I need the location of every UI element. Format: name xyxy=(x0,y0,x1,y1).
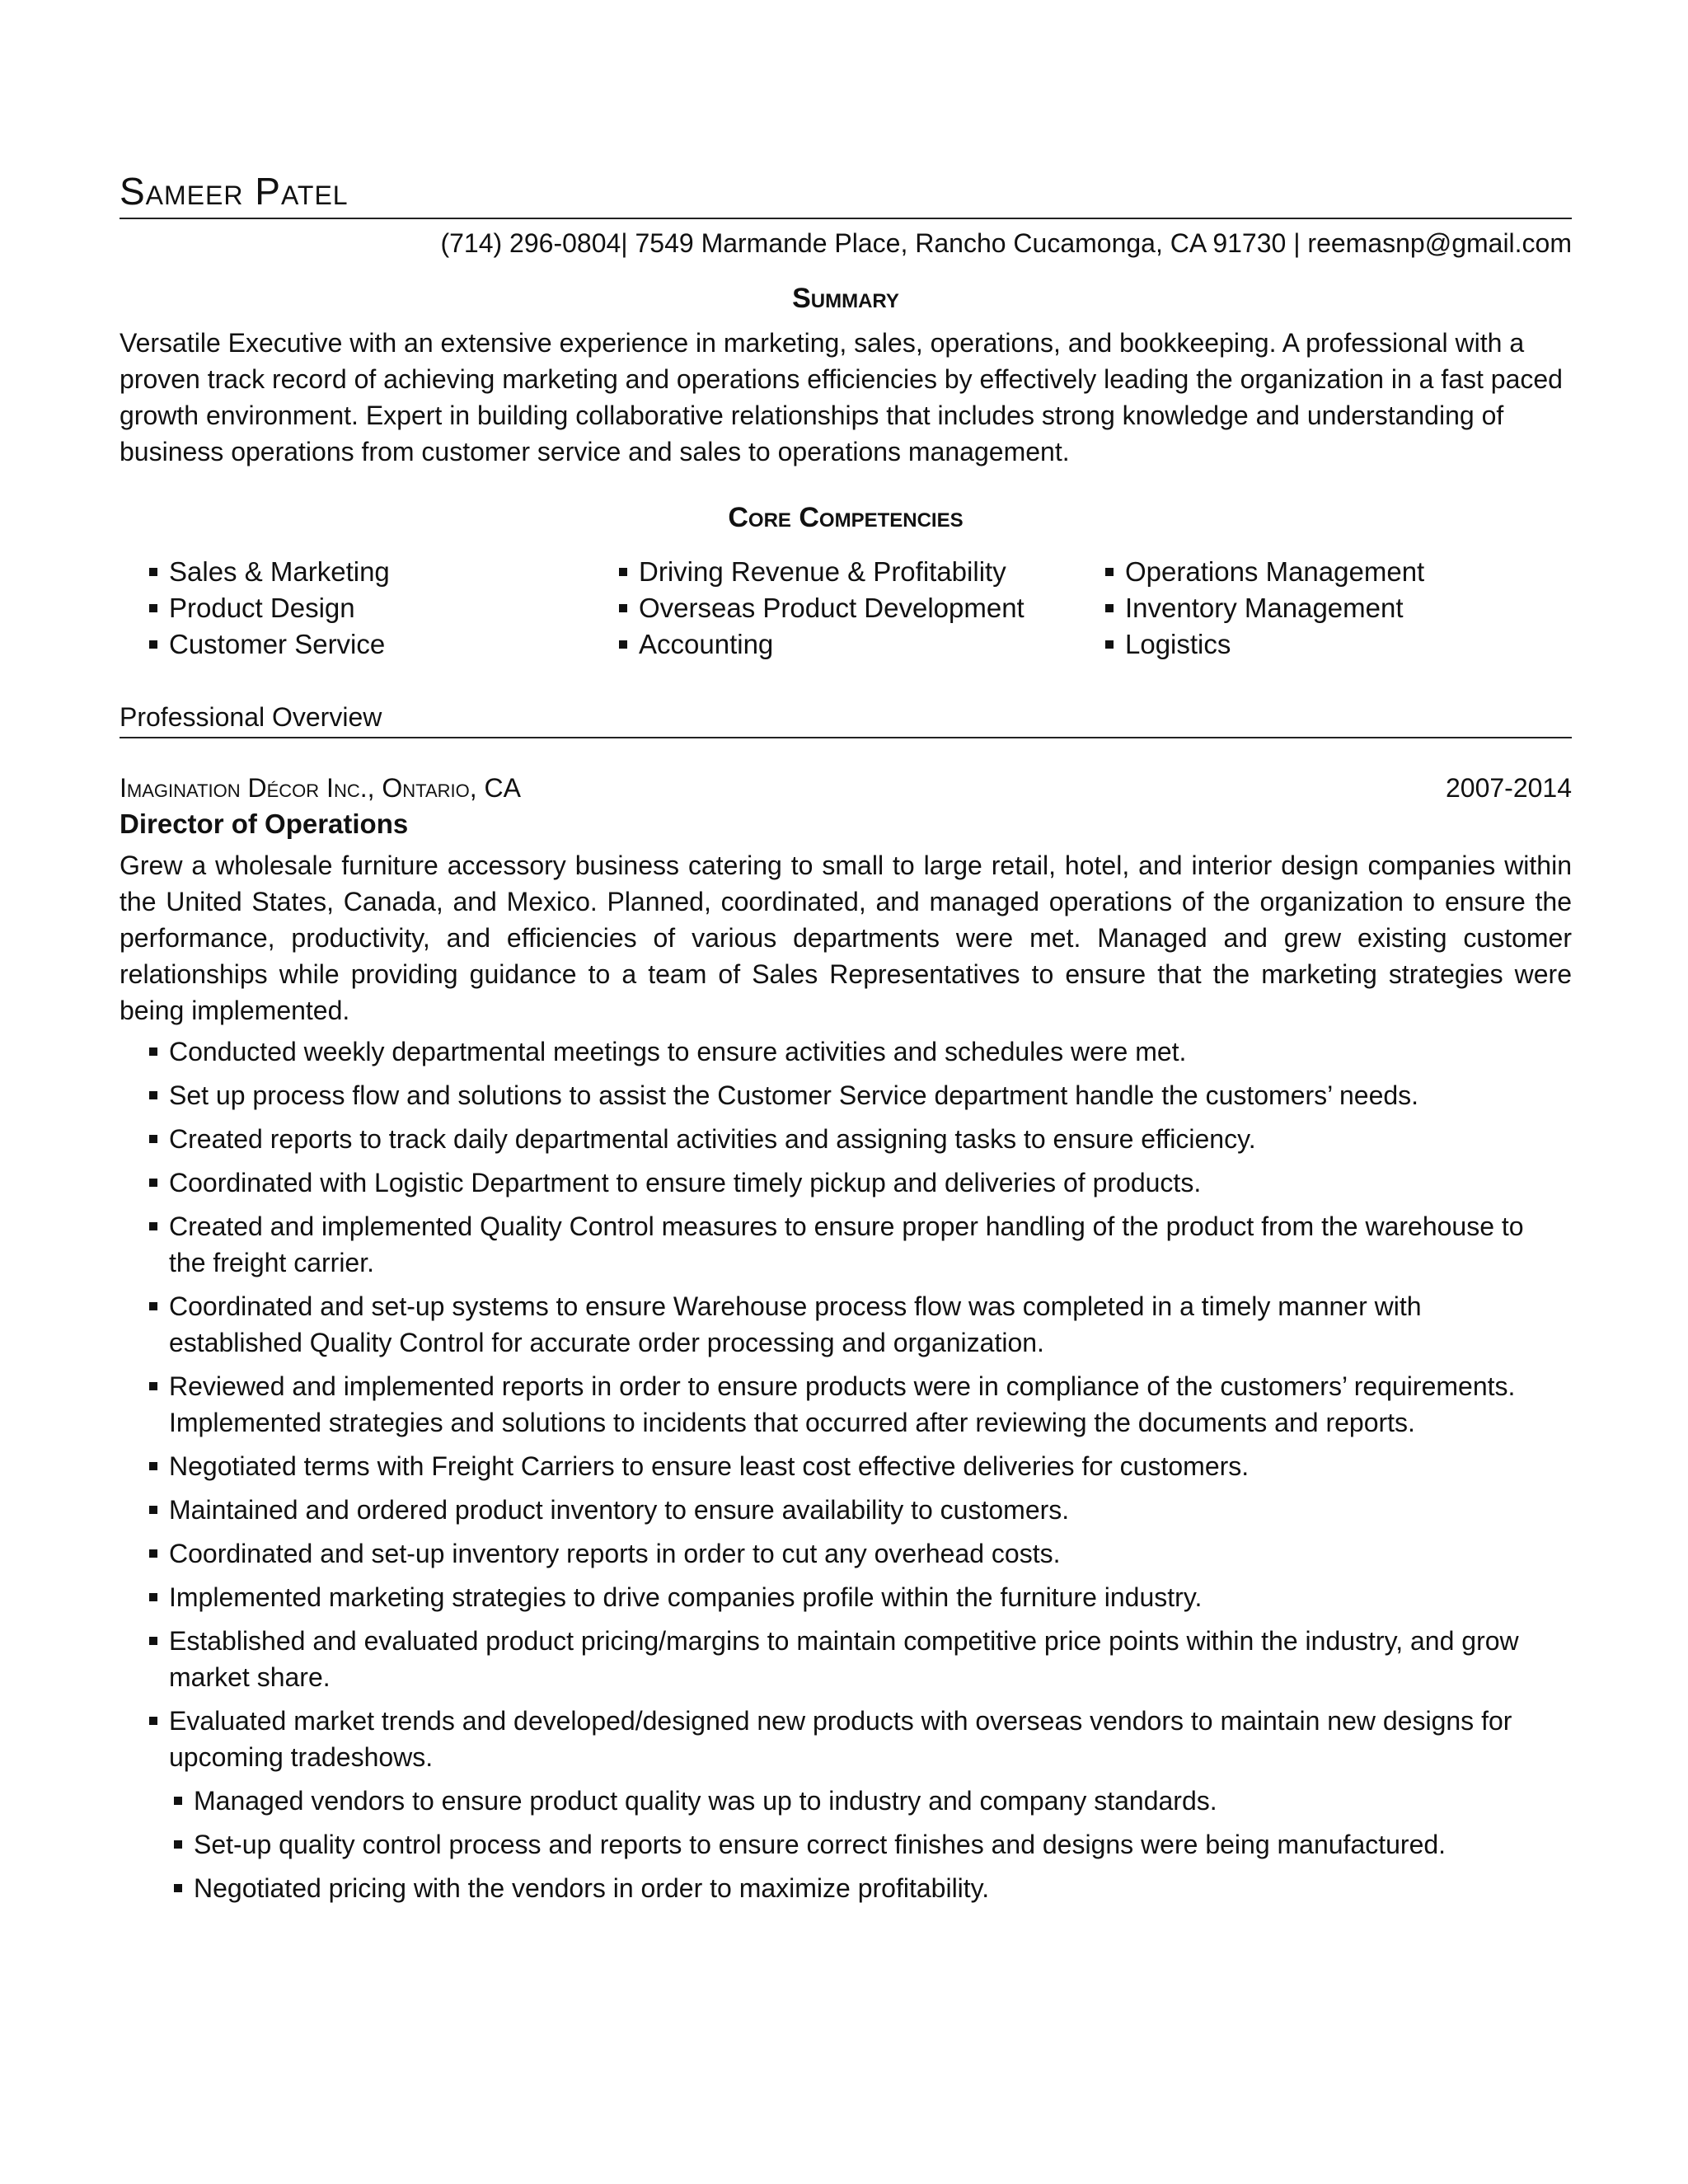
duty-item: Reviewed and implemented reports in order to ensure products were in compliance of the customers’ requirements. Implemented strategies and solutions to incidents that occurred after reviewing the documents and reports. xyxy=(120,1368,1562,1441)
duty-item: Implemented marketing strategies to drive companies profile within the furniture industry. xyxy=(120,1579,1562,1615)
duty-item: Coordinated and set-up inventory reports in order to cut any overhead costs. xyxy=(120,1535,1562,1572)
candidate-name: Sameer Patel xyxy=(120,170,349,213)
bullet-icon xyxy=(149,1135,157,1143)
duty-item: Coordinated with Logistic Department to ensure timely pickup and deliveries of products. xyxy=(120,1165,1562,1201)
bullet-icon xyxy=(149,604,157,612)
competencies-heading: Core Competencies xyxy=(728,502,964,533)
competency-item: Product Design xyxy=(149,590,619,626)
summary-text: Versatile Executive with an extensive experience in marketing, sales, operations, and bookkeeping. A professional with a proven track record of achieving marketing and operations efficiencies by effectively leading the organization in a fast paced growth environment. Expert in building collaborative relationships that includes strong knowledge and understanding of business operations from customer service and sales to operations management. xyxy=(120,328,1563,466)
competencies-column xyxy=(149,554,619,663)
bullet-icon xyxy=(149,1047,157,1056)
bullet-icon xyxy=(149,1506,157,1514)
duty-item: Negotiated terms with Freight Carriers to ensure least cost effective deliveries for customers. xyxy=(120,1448,1562,1484)
job-description: Grew a wholesale furniture accessory business catering to small to large retail, hotel, and interior design companies within the United States, Canada, and Mexico. Planned, coordinated, and managed operations of the organization to ensure the performance, productivity, and efficiencies of various departments were met. Managed and grew existing customer relationships while providing guidance to a team of Sales Representatives to ensure that the marketing strategies were being implemented. xyxy=(120,851,1572,1025)
resume-page xyxy=(120,165,1570,1914)
employer-row xyxy=(120,770,1572,806)
bullet-icon xyxy=(149,640,157,649)
employer-name: Imagination Décor Inc., Ontario, CA xyxy=(120,773,521,803)
bullet-icon xyxy=(619,568,627,576)
competencies-grid xyxy=(149,554,1570,663)
bullet-icon xyxy=(149,1222,157,1230)
duties-list xyxy=(120,1033,1570,1906)
competency-item: Driving Revenue & Profitability xyxy=(619,554,1105,590)
competency-item: Overseas Product Development xyxy=(619,590,1105,626)
bullet-icon xyxy=(149,1179,157,1187)
bullet-icon xyxy=(149,1302,157,1310)
bullet-icon xyxy=(174,1884,182,1892)
bullet-icon xyxy=(619,640,627,649)
bullet-icon xyxy=(619,604,627,612)
overview-heading: Professional Overview xyxy=(120,702,382,732)
bullet-icon xyxy=(149,1593,157,1601)
bullet-icon xyxy=(149,1462,157,1470)
bullet-icon xyxy=(149,1637,157,1645)
bullet-icon xyxy=(149,568,157,576)
sub-duty-item: Negotiated pricing with the vendors in order to maximize profitability. xyxy=(120,1870,1562,1906)
duty-item: Set up process flow and solutions to assist the Customer Service department handle the customers’ needs. xyxy=(120,1077,1562,1113)
duty-item: Established and evaluated product pricing/margins to maintain competitive price points within the industry, and grow market share. xyxy=(120,1623,1562,1695)
competency-item: Sales & Marketing xyxy=(149,554,619,590)
competency-item: Logistics xyxy=(1105,626,1567,663)
duty-item: Coordinated and set-up systems to ensure Warehouse process flow was completed in a timely manner with established Quality Control for accurate order processing and organization. xyxy=(120,1288,1562,1361)
bullet-icon xyxy=(149,1549,157,1558)
bullet-icon xyxy=(1105,568,1114,576)
duty-item: Maintained and ordered product inventory to ensure availability to customers. xyxy=(120,1492,1562,1528)
contact-line: (714) 296-0804| 7549 Marmande Place, Rancho Cucamonga, CA 91730 | reemasnp@gmail.com xyxy=(440,228,1572,258)
bullet-icon xyxy=(149,1717,157,1725)
bullet-icon xyxy=(149,1382,157,1390)
duty-item: Created reports to track daily departmental activities and assigning tasks to ensure efficiency. xyxy=(120,1121,1562,1157)
competency-item: Operations Management xyxy=(1105,554,1567,590)
bullet-icon xyxy=(174,1840,182,1849)
sub-duty-item: Managed vendors to ensure product quality was up to industry and company standards. xyxy=(120,1783,1562,1819)
competencies-column xyxy=(1105,554,1567,663)
bullet-icon xyxy=(174,1797,182,1805)
overview-divider xyxy=(120,737,1572,738)
header-divider xyxy=(120,218,1572,219)
competency-item: Inventory Management xyxy=(1105,590,1567,626)
competencies-column xyxy=(619,554,1105,663)
employment-dates: 2007-2014 xyxy=(1445,773,1572,803)
competency-item: Accounting xyxy=(619,626,1105,663)
job-title: Director of Operations xyxy=(120,808,409,839)
duty-item: Evaluated market trends and developed/designed new products with overseas vendors to maintain new designs for upcoming tradeshows. xyxy=(120,1703,1562,1775)
summary-heading: Summary xyxy=(792,283,899,314)
duty-item: Conducted weekly departmental meetings to ensure activities and schedules were met. xyxy=(120,1033,1562,1070)
sub-duty-item: Set-up quality control process and reports to ensure correct finishes and designs were being manufactured. xyxy=(120,1826,1562,1863)
bullet-icon xyxy=(1105,604,1114,612)
bullet-icon xyxy=(1105,640,1114,649)
duty-item: Created and implemented Quality Control measures to ensure proper handling of the product from the warehouse to the freight carrier. xyxy=(120,1208,1562,1281)
competency-item: Customer Service xyxy=(149,626,619,663)
bullet-icon xyxy=(149,1091,157,1099)
